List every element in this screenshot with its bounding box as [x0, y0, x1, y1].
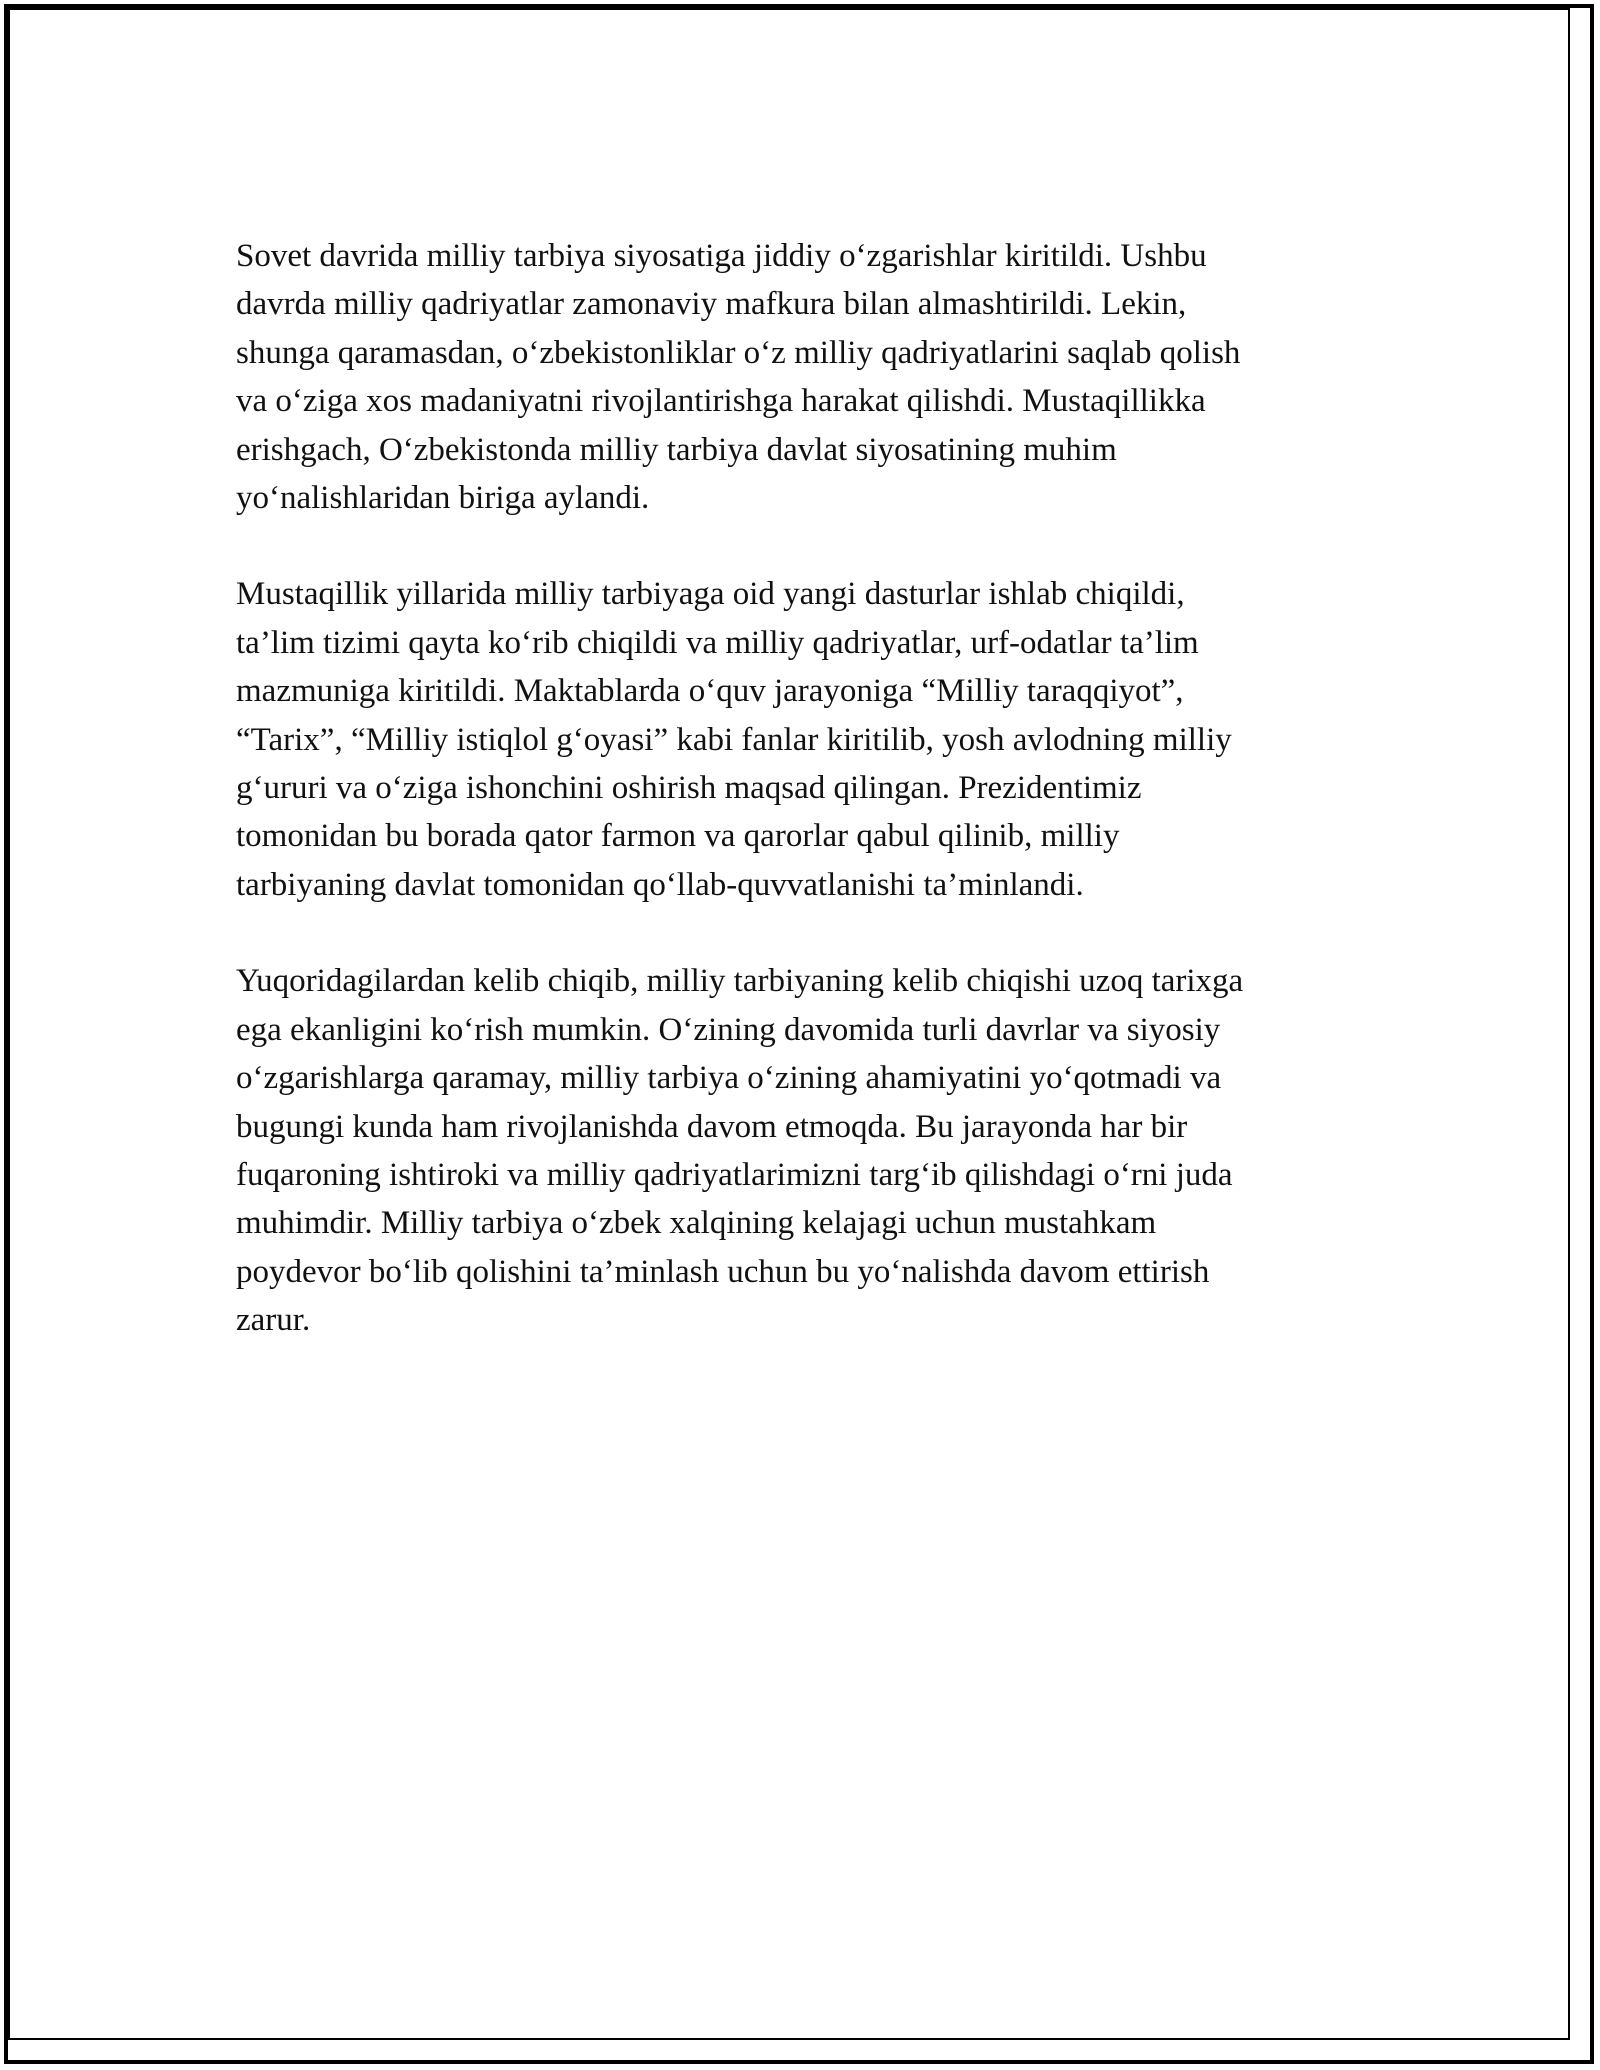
paragraph-line: erishgach, O‘zbekistonda milliy tarbiya davlat siyosatining muhim [236, 431, 1117, 468]
paragraph-line: yo‘nalishlaridan biriga aylandi. [236, 480, 650, 517]
paragraph-line: ta’lim tizimi qayta ko‘rib chiqildi va milliy qadriyatlar, urf-odatlar ta’lim [236, 624, 1199, 661]
paragraph-line: fuqaroning ishtiroki va milliy qadriyatlarimizni targ‘ib qilishdagi o‘rni juda [236, 1156, 1233, 1193]
paragraph-line: bugungi kunda ham rivojlanishda davom etmoqda. Bu jarayonda har bir [236, 1108, 1188, 1145]
paragraph-line: shunga qaramasdan, o‘zbekistonliklar o‘z milliy qadriyatlarini saqlab qolish [236, 334, 1241, 371]
paragraph-line: g‘ururi va o‘ziga ishonchini oshirish maqsad qilingan. Prezidentimiz [236, 770, 1142, 807]
paragraph-1 [236, 232, 1376, 522]
paragraph-2 [236, 570, 1376, 909]
paragraph-line: “Tarix”, “Milliy istiqlol g‘oyasi” kabi fanlar kiritilib, yosh avlodning milliy [236, 721, 1232, 758]
paragraph-line: muhimdir. Milliy tarbiya o‘zbek xalqining kelajagi uchun mustahkam [236, 1205, 1157, 1242]
paragraph-line: Mustaqillik yillarida milliy tarbiyaga oid yangi dasturlar ishlab chiqildi, [236, 576, 1185, 613]
paragraph-line: Yuqoridagilardan kelib chiqib, milliy tarbiyaning kelib chiqishi uzoq tarixga [236, 963, 1244, 1000]
paragraph-line: tomonidan bu borada qator farmon va qarorlar qabul qilinib, milliy [236, 818, 1120, 855]
document-body [236, 232, 1376, 1393]
paragraph-line: poydevor bo‘lib qolishini ta’minlash uchun bu yo‘nalishda davom ettirish [236, 1253, 1210, 1290]
paragraph-3 [236, 957, 1376, 1344]
paragraph-line: va o‘ziga xos madaniyatni rivojlantirishga harakat qilishdi. Mustaqillikka [236, 383, 1206, 420]
paragraph-line: ega ekanligini ko‘rish mumkin. O‘zining davomida turli davrlar va siyosiy [236, 1011, 1221, 1048]
paragraph-line: tarbiyaning davlat tomonidan qo‘llab-quvvatlanishi ta’minlandi. [236, 866, 1084, 903]
paragraph-line: mazmuniga kiritildi. Maktablarda o‘quv jarayoniga “Milliy taraqqiyot”, [236, 673, 1184, 710]
paragraph-line: o‘zgarishlarga qaramay, milliy tarbiya o‘zining ahamiyatini yo‘qotmadi va [236, 1060, 1222, 1097]
paragraph-line: davrda milliy qadriyatlar zamonaviy mafkura bilan almashtirildi. Lekin, [236, 286, 1187, 323]
paragraph-line: Sovet davrida milliy tarbiya siyosatiga jiddiy o‘zgarishlar kiritildi. Ushbu [236, 238, 1207, 274]
paragraph-line: zarur. [236, 1302, 311, 1339]
